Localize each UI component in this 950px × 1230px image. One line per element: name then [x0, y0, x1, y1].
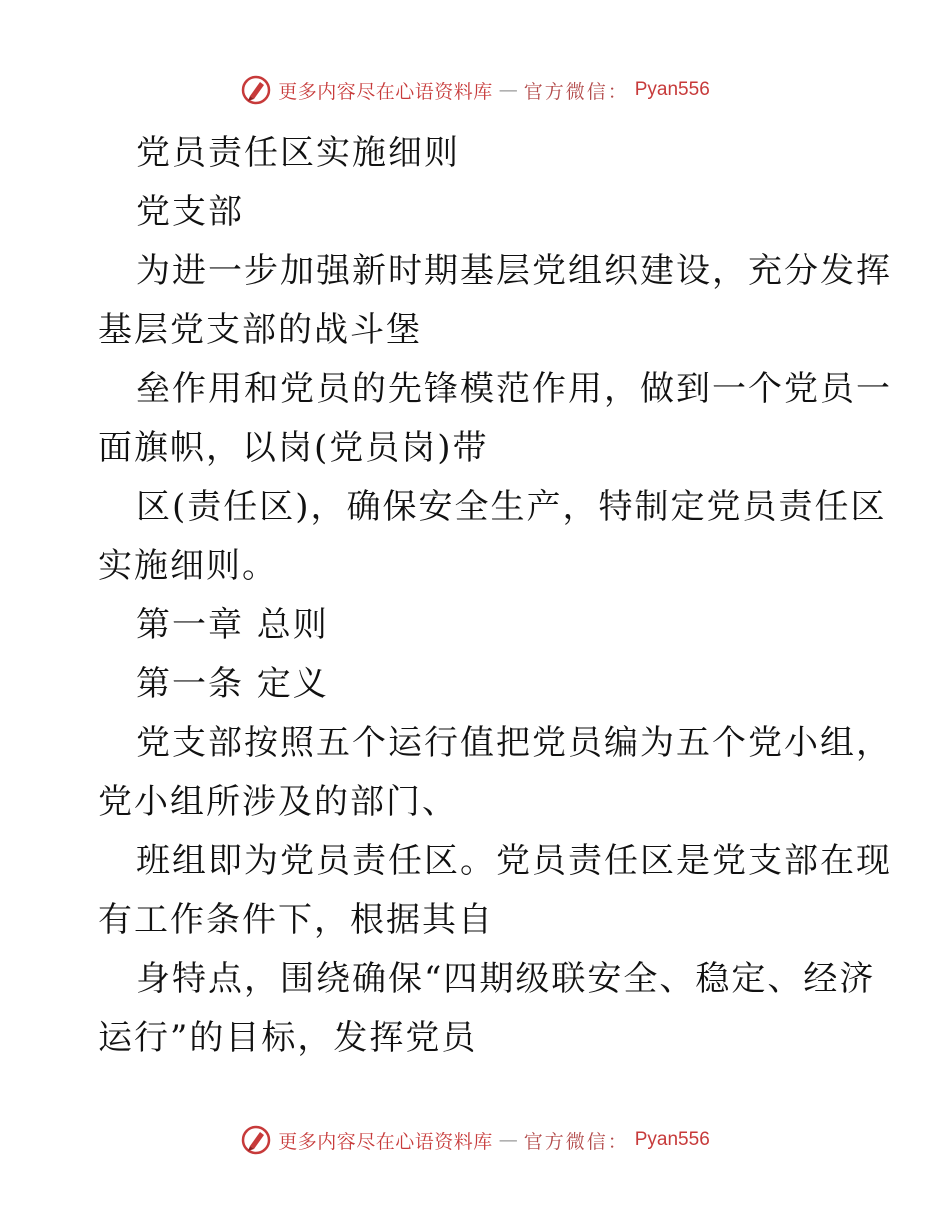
document-title: 党员责任区实施细则	[136, 133, 460, 173]
paragraph-line: 垒作用和党员的先锋模范作用，做到一个党员一	[136, 369, 892, 409]
document-body	[98, 124, 892, 1068]
watermark-header	[0, 72, 950, 108]
document-lines	[98, 242, 892, 1068]
watermark-wechat-id: Pyan556	[634, 79, 710, 100]
paragraph-line: 第一条 定义	[136, 664, 329, 704]
paragraph-line: 实施细则。	[98, 546, 278, 586]
paragraph-line: 党小组所涉及的部门、	[98, 782, 458, 822]
watermark-official-label: 官方微信：	[523, 80, 629, 103]
watermark-main-text: 更多内容尽在心语资料库	[278, 1130, 493, 1153]
paragraph-line: 身特点，围绕确保“四期级联安全、稳定、经济	[136, 959, 876, 999]
paragraph-line: 党支部按照五个运行值把党员编为五个党小组，	[136, 723, 892, 763]
paragraph-line: 为进一步加强新时期基层党组织建设，充分发挥	[136, 251, 892, 291]
watermark-official-label: 官方微信：	[523, 1130, 629, 1153]
paragraph-line: 班组即为党员责任区。党员责任区是党支部在现	[136, 841, 892, 881]
pen-seal-icon	[240, 74, 272, 106]
paragraph-line: 基层党支部的战斗堡	[98, 310, 422, 350]
watermark-footer	[0, 1122, 950, 1158]
watermark-separator: —	[498, 1129, 518, 1151]
paragraph-line: 运行”的目标，发挥党员	[98, 1018, 478, 1058]
paragraph-line: 有工作条件下，根据其自	[98, 900, 494, 940]
pen-seal-icon	[240, 1124, 272, 1156]
document-department: 党支部	[136, 192, 244, 232]
watermark-wechat-id: Pyan556	[634, 1129, 710, 1150]
paragraph-line: 面旗帜，以岗(党员岗)带	[98, 428, 489, 468]
paragraph-line: 区(责任区)，确保安全生产，特制定党员责任区	[136, 487, 887, 527]
watermark-separator: —	[498, 79, 518, 101]
watermark-main-text: 更多内容尽在心语资料库	[278, 80, 493, 103]
paragraph-line: 第一章 总则	[136, 605, 329, 645]
